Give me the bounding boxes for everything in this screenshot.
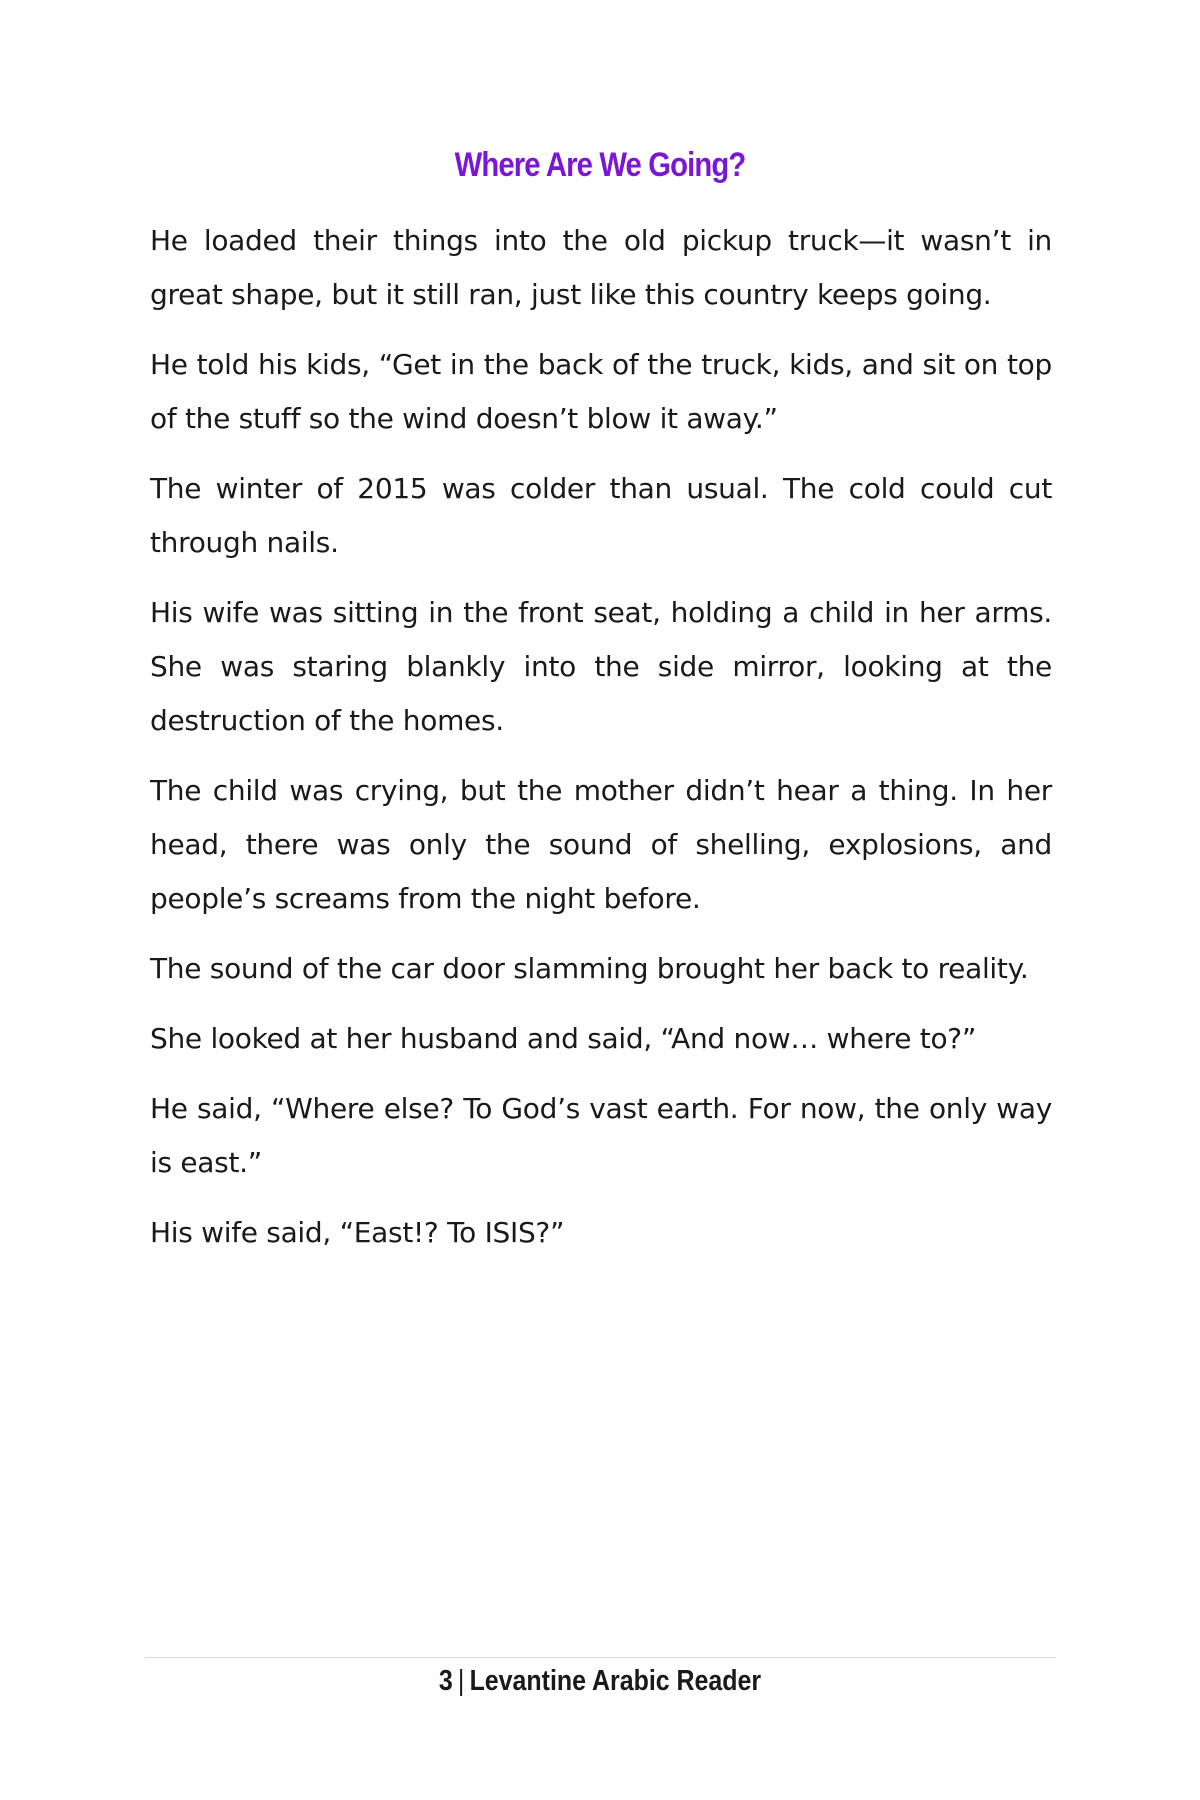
paragraph-1: He loaded their things into the old pickup truck—it wasn’t in great shape, but it still ran, just like this country keeps going. — [150, 224, 1052, 311]
paragraph-5: The child was crying, but the mother didn’t hear a thing. In her head, there was only the sound of shelling, explosions, and people’s screams from the night before. — [150, 774, 1052, 915]
paragraph-2: He told his kids, “Get in the back of the truck, kids, and sit on top of the stuff so the wind doesn’t blow it away.” — [150, 348, 1052, 435]
paragraph-4: His wife was sitting in the front seat, holding a child in her arms. She was staring blankly into the side mirror, looking at the destruction of the homes. — [150, 596, 1052, 737]
paragraph-6: The sound of the car door slamming brought her back to reality. — [150, 952, 1029, 985]
paragraph-8: He said, “Where else? To God’s vast earth. For now, the only way is east.” — [150, 1092, 1052, 1179]
story-body — [150, 214, 1052, 1276]
paragraph-7: She looked at her husband and said, “And now… where to?” — [150, 1022, 977, 1055]
page-number: 3 — [438, 1665, 453, 1697]
paragraph-3: The winter of 2015 was colder than usual. The cold could cut through nails. — [150, 472, 1052, 559]
page-title: Where Are We Going? — [454, 146, 746, 184]
paragraph-9: His wife said, “East!? To ISIS?” — [150, 1216, 565, 1249]
page-footer — [84, 1662, 1116, 1700]
footer-separator: | — [457, 1665, 465, 1697]
book-title: Levantine Arabic Reader — [469, 1665, 762, 1697]
footer-divider — [145, 1657, 1056, 1658]
